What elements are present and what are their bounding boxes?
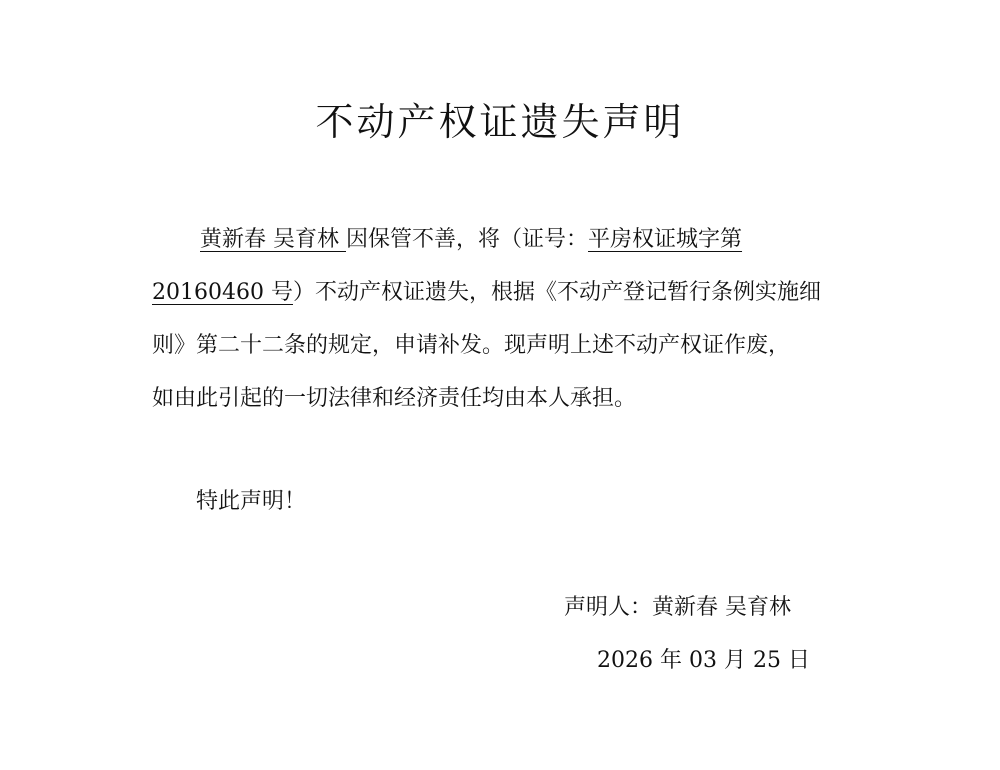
- declaration-date: 2026 年 03 月 25 日: [597, 648, 810, 673]
- declarant-names: 黄新春 吴育林: [200, 227, 346, 252]
- body-text-2: ）不动产权证遗失，根据《不动产登记暂行条例实施细: [292, 280, 821, 305]
- body-line-3: 则》第二十二条的规定，申请补发。现声明上述不动产权证作废，: [152, 333, 791, 358]
- document-title: 不动产权证遗失声明: [315, 100, 685, 144]
- body-line-1: [200, 224, 742, 256]
- body-line-4: 如由此引起的一切法律和经济责任均由本人承担。: [152, 386, 637, 411]
- closing-statement: 特此声明！: [196, 489, 307, 514]
- certificate-number-part-1: 平房权证城字第: [588, 227, 743, 252]
- body-text-1: 因保管不善，将（证号：: [346, 227, 589, 252]
- declarant-signature: 声明人：黄新春 吴育林: [564, 595, 791, 620]
- certificate-number-part-2: 20160460 号: [152, 280, 293, 305]
- body-line-2: [152, 277, 821, 309]
